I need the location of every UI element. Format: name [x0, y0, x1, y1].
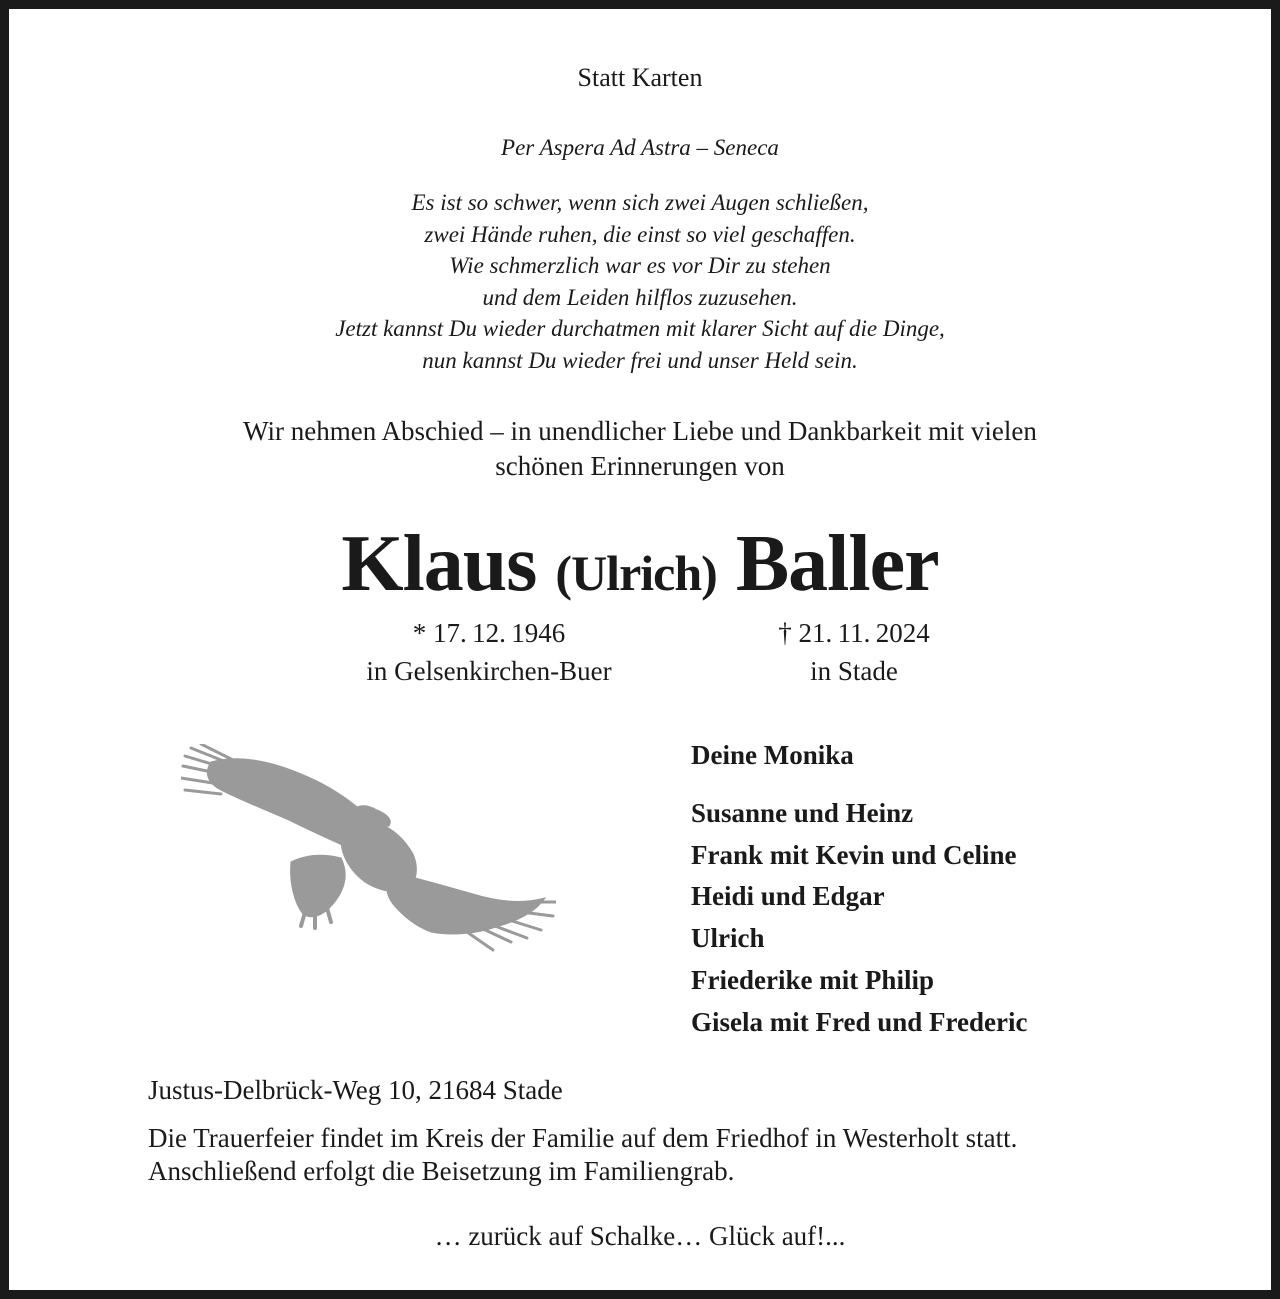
intro-line: schönen Erinnerungen von [495, 451, 785, 481]
intro-line: Wir nehmen Abschied – in unendlicher Liebe und Dankbarkeit mit vielen [243, 416, 1037, 446]
death-place: in Stade [810, 656, 898, 686]
birth-place: in Gelsenkirchen-Buer [366, 656, 612, 686]
death-info [689, 614, 1019, 690]
first-name: Klaus [341, 520, 537, 608]
family-member: Heidi und Edgar [691, 881, 885, 912]
family-member: Frank mit Kevin und Celine [691, 839, 1017, 870]
birth-date: * 17. 12. 1946 [412, 618, 566, 648]
family-member: Gisela mit Fred und Frederic [691, 1006, 1028, 1037]
poem-line: und dem Leiden hilflos zuzusehen. [482, 284, 798, 310]
family-list [691, 737, 1027, 1043]
intro-text [9, 414, 1271, 484]
family-member: Ulrich [691, 923, 765, 954]
poem-line: Jetzt kannst Du wieder durchatmen mit klarer Sicht auf die Dinge, [335, 316, 945, 341]
poem-line: zwei Hände ruhen, die einst so viel geschaffen. [424, 221, 856, 247]
family-member: Susanne und Heinz [691, 798, 914, 828]
poem-line: Es ist so schwer, wenn sich zwei Augen schließen, [411, 190, 869, 215]
service-line: Anschließend erfolgt die Beisetzung im Familiengrab. [148, 1156, 735, 1186]
middle-name: (Ulrich) [555, 545, 717, 601]
poem [9, 187, 1271, 376]
family-member: Friederike mit Philip [691, 964, 934, 995]
header-text: Statt Karten [577, 63, 703, 92]
motto: Per Aspera Ad Astra – Seneca [501, 135, 779, 160]
family-lead: Deine Monika [691, 740, 854, 770]
eagle-silhouette-icon [181, 744, 556, 959]
service-line: Die Trauerfeier findet im Kreis der Familie auf dem Friedhof in Westerholt statt. [148, 1123, 1018, 1153]
service-info [148, 1122, 1248, 1188]
birth-info [309, 614, 669, 690]
poem-line: Wie schmerzlich war es vor Dir zu stehen [449, 253, 831, 278]
closing-text: … zurück auf Schalke… Glück auf!... [434, 1221, 846, 1251]
deceased-name [9, 519, 1271, 618]
poem-line: nun kannst Du wieder frei und unser Held sein. [422, 347, 858, 373]
address: Justus-Delbrück-Weg 10, 21684 Stade [148, 1075, 563, 1105]
death-date: † 21. 11. 2024 [778, 618, 930, 648]
last-name: Baller [735, 520, 939, 608]
